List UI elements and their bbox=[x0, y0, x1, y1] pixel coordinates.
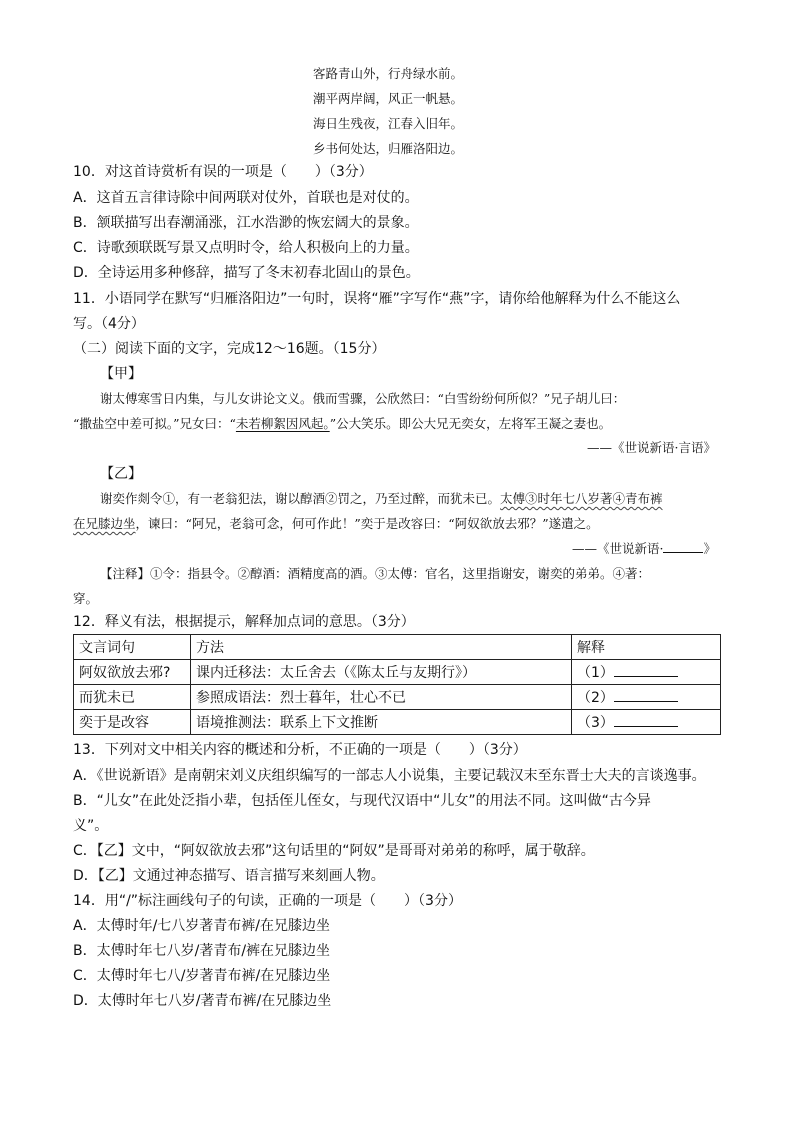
answer-blank-1[interactable] bbox=[614, 662, 678, 677]
q10-stem: 10．对这首诗赏析有误的一项是（ ）（3分） bbox=[73, 164, 373, 180]
poem-line-3: 海日生残夜，江春入旧年。 bbox=[313, 116, 464, 131]
notes-line-1: 【注释】①令：指县令。②醇酒：酒精度高的酒。③太傅：官名，这里指谢安，谢奕的弟弟。④著： bbox=[100, 566, 651, 581]
table-cell: 参照成语法：烈士暮年，壮心不已 bbox=[191, 685, 572, 710]
source-blank[interactable] bbox=[663, 538, 703, 553]
poem-line-4: 乡书何处达，归雁洛阳边。 bbox=[313, 141, 464, 156]
q13-option-c: C．【乙】文中，“阿奴欲放去邪”这句话里的“阿奴”是哥哥对弟弟的称呼，属于敬辞。 bbox=[73, 843, 595, 859]
q14-stem: 14．用“/”标注画线句子的句读，正确的一项是（ ）（3分） bbox=[73, 893, 462, 909]
table-cell: 语境推测法：联系上下文推断 bbox=[191, 710, 572, 735]
table-row bbox=[74, 660, 721, 685]
q10-option-c: C．诗歌颈联既写景又点明时令，给人积极向上的力量。 bbox=[73, 240, 419, 256]
q11-stem-line1: 11．小语同学在默写“归雁洛阳边”一句时，误将“雁”字写作“燕”字，请你给他解释为什么不能这么 bbox=[73, 291, 681, 307]
q10-option-a: A．这首五言律诗除中间两联对仗外，首联也是对仗的。 bbox=[73, 190, 419, 206]
answer-blank-2[interactable] bbox=[614, 687, 678, 702]
jia-source: ——《世说新语·言语》 bbox=[587, 440, 716, 455]
yi-underlined-sentence-part1: 太傅③时年七八岁著④青布裤 bbox=[500, 491, 663, 506]
q12-table bbox=[73, 634, 721, 735]
table-cell: 奕于是改容 bbox=[74, 710, 191, 735]
q12-stem: 12．释义有法，根据提示，解释加点词的意思。（3分） bbox=[73, 614, 415, 630]
jia-line-1: 谢太傅寒雪日内集，与儿女讲论文义。俄而雪骤，公欣然曰：“白雪纷纷何所似？”兄子胡儿曰： bbox=[100, 391, 626, 406]
table-row bbox=[74, 710, 721, 735]
q14-option-d: D．太傅时年七八岁/著青布裤/在兄膝边坐 bbox=[73, 993, 332, 1009]
q10-option-d: D．全诗运用多种修辞，描写了冬末初春北固山的景色。 bbox=[73, 265, 420, 281]
section2-heading: （二）阅读下面的文字，完成12～16题。（15分） bbox=[73, 341, 386, 357]
answer-cell: （3） bbox=[572, 710, 721, 735]
q14-option-a: A．太傅时年/七八岁著青布裤/在兄膝边坐 bbox=[73, 918, 331, 934]
q13-stem: 13．下列对文中相关内容的概述和分析，不正确的一项是（ ）（3分） bbox=[73, 742, 527, 758]
poem-line-1: 客路青山外，行舟绿水前。 bbox=[313, 66, 464, 81]
q13-option-a: A．《世说新语》是南朝宋刘义庆组织编写的一部志人小说集，主要记载汉末至东晋士大夫的言谈逸事。 bbox=[73, 768, 706, 784]
jia-underlined-sentence: 未若柳絮因风起。 bbox=[235, 416, 330, 431]
table-cell: 课内迁移法：太丘舍去（《陈太丘与友期行》） bbox=[191, 660, 572, 685]
q13-option-b-line1: B．“儿女”在此处泛指小辈，包括侄儿侄女，与现代汉语中“儿女”的用法不同。这叫做“古今异 bbox=[73, 793, 651, 809]
table-cell: 而犹未已 bbox=[74, 685, 191, 710]
q14-option-b: B．太傅时年七八岁/著青布/裤在兄膝边坐 bbox=[73, 943, 331, 959]
q13-option-b-line2: 义”。 bbox=[73, 818, 109, 834]
q13-option-d: D．【乙】文通过神态描写、语言描写来刻画人物。 bbox=[73, 868, 385, 884]
answer-cell: （2） bbox=[572, 685, 721, 710]
yi-line-2: 在兄膝边坐，谏曰：“阿兄，老翁可念，何可作此！”奕于是改容曰：“阿奴欲放去邪？”遂遣之。 bbox=[73, 516, 599, 531]
table-cell: 阿奴欲放去邪? bbox=[74, 660, 191, 685]
table-row bbox=[74, 685, 721, 710]
answer-blank-3[interactable] bbox=[614, 712, 678, 727]
answer-cell: （1） bbox=[572, 660, 721, 685]
poem-line-2: 潮平两岸阔，风正一帆悬。 bbox=[313, 91, 464, 106]
jia-label: 【甲】 bbox=[100, 366, 142, 382]
table-header: 文言词句 bbox=[74, 635, 191, 660]
jia-line-2: “撒盐空中差可拟。”兄女曰：“未若柳絮因风起。”公大笑乐。即公大兄无奕女，左将军王凝之妻也。 bbox=[73, 416, 612, 431]
yi-line-1: 谢奕作剡令①，有一老翁犯法，谢以醇酒②罚之，乃至过醉，而犹未已。太傅③时年七八岁著④青布裤 bbox=[100, 491, 663, 506]
table-header-row bbox=[74, 635, 721, 660]
q10-option-b: B．颔联描写出春潮涌涨，江水浩渺的恢宏阔大的景象。 bbox=[73, 215, 419, 231]
yi-source: ——《世说新语· 》 bbox=[572, 538, 716, 559]
q11-stem-line2: 写。（4分） bbox=[73, 316, 145, 332]
notes-line-2: 穿。 bbox=[73, 591, 99, 606]
table-header: 方法 bbox=[191, 635, 572, 660]
yi-underlined-sentence-part2: 在兄膝边坐 bbox=[73, 516, 136, 531]
q14-option-c: C．太傅时年七八/岁著青布裤/在兄膝边坐 bbox=[73, 968, 331, 984]
yi-label: 【乙】 bbox=[100, 466, 142, 482]
table-header: 解释 bbox=[572, 635, 721, 660]
